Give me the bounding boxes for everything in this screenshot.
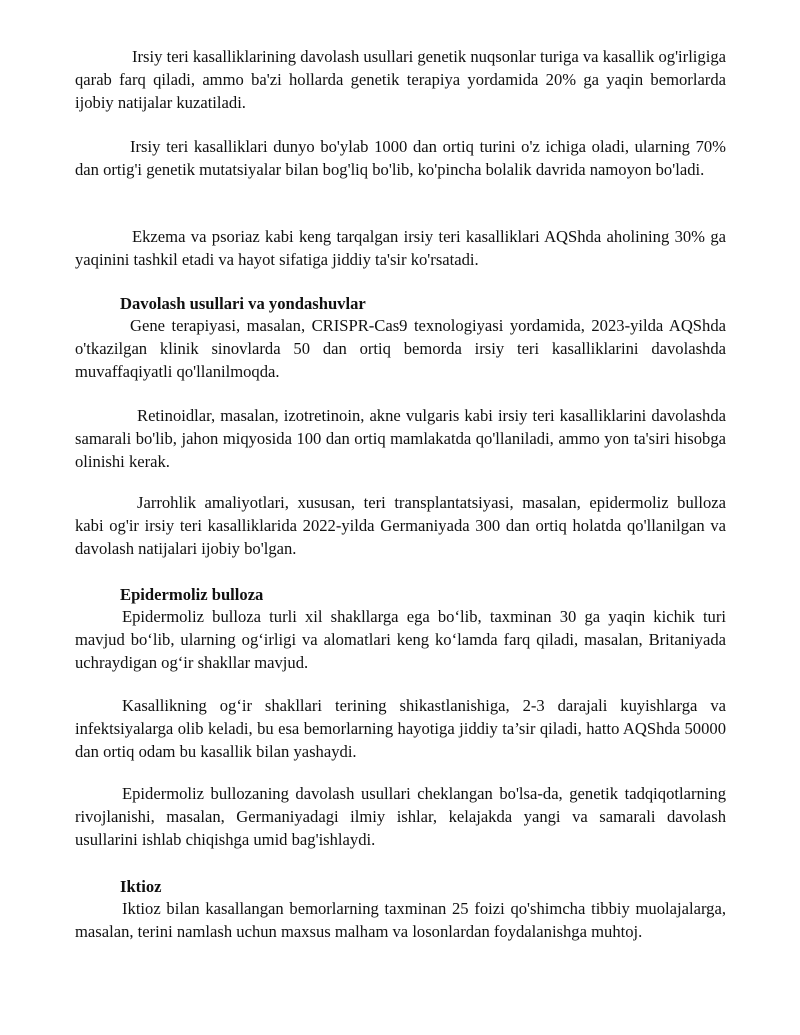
- paragraph-eczema-psoriasis: Ekzema va psoriaz kabi keng tarqalgan irsiy teri kasalliklari AQShda aholining 30% ga yaqinini tashkil etadi va hayot sifatiga jiddiy ta'sir ko'rsatadi.: [75, 227, 726, 269]
- paragraph-eb-severity: Kasallikning og‘ir shakllari terining shikastlanishiga, 2-3 darajali kuyishlarga va infektsiyalarga olib keladi, bu esa bemorlarning hayotiga jiddiy ta’sir qiladi, hatto AQShda 50000 dan ortiq odam bu kasallik bilan yashaydi.: [75, 696, 726, 761]
- paragraph-ichthyosis: Iktioz bilan kasallangan bemorlarning taxminan 25 foizi qo'shimcha tibbiy muolajalarga, masalan, terini namlash uchun maxsus malham va losonlardan foydalanishga muhtoj.: [75, 899, 726, 941]
- paragraph-disease-types: Irsiy teri kasalliklari dunyo bo'ylab 1000 dan ortiq turini o'z ichiga oladi, ularning 70% dan ortig'i genetik mutatsiyalar bilan bog'liq bo'lib, ko'pincha bolalik davrida namoyon bo'ladi.: [75, 137, 726, 179]
- heading-ichthyosis: Iktioz: [120, 877, 162, 896]
- paragraph-gene-therapy: Gene terapiyasi, masalan, CRISPR-Cas9 texnologiyasi yordamida, 2023-yilda AQShda o'tkazilgan klinik sinovlarda 50 dan ortiq bemorda irsiy teri kasalliklarini davolashda muvaffaqiyatli qo'llanilmoqda.: [75, 316, 726, 381]
- paragraph-eb-treatment: Epidermoliz bullozaning davolash usullari cheklangan bo'lsa-da, genetik tadqiqotlarning rivojlanishi, masalan, Germaniyadagi ilmiy ishlar, kelajakda yangi va samarali davolash usullarini ishlab chiqishga umid bag'ishlaydi.: [75, 784, 726, 849]
- paragraph-surgery: Jarrohlik amaliyotlari, xususan, teri transplantatsiyasi, masalan, epidermoliz bulloza kabi og'ir irsiy teri kasalliklarida 2022-yilda Germaniyada 300 dan ortiq holatda qo'llanilgan va davolash natijalari ijobiy bo'lgan.: [75, 493, 726, 558]
- paragraph-eb-forms: Epidermoliz bulloza turli xil shakllarga ega bo‘lib, taxminan 30 ga yaqin kichik turi mavjud bo‘lib, ularning og‘irligi va alomatlari keng ko‘lamda farq qiladi, masalan, Britaniyada uchraydigan og‘ir shakllar mavjud.: [75, 607, 726, 672]
- paragraph-retinoids: Retinoidlar, masalan, izotretinoin, akne vulgaris kabi irsiy teri kasalliklarini davolashda samarali bo'lib, jahon miqyosida 100 dan ortiq mamlakatda qo'llaniladi, ammo yon ta'siri hisobga olinishi kerak.: [75, 406, 726, 471]
- heading-epidermolysis-bullosa: Epidermoliz bulloza: [120, 585, 264, 604]
- paragraph-genetic-therapy: Irsiy teri kasalliklarining davolash usullari genetik nuqsonlar turiga va kasallik og'irligiga qarab farq qiladi, ammo ba'zi hollarda genetik terapiya yordamida 20% ga yaqin bemorlarda ijobiy natijalar kuzatiladi.: [75, 47, 726, 112]
- heading-treatment-methods: Davolash usullari va yondashuvlar: [120, 294, 366, 313]
